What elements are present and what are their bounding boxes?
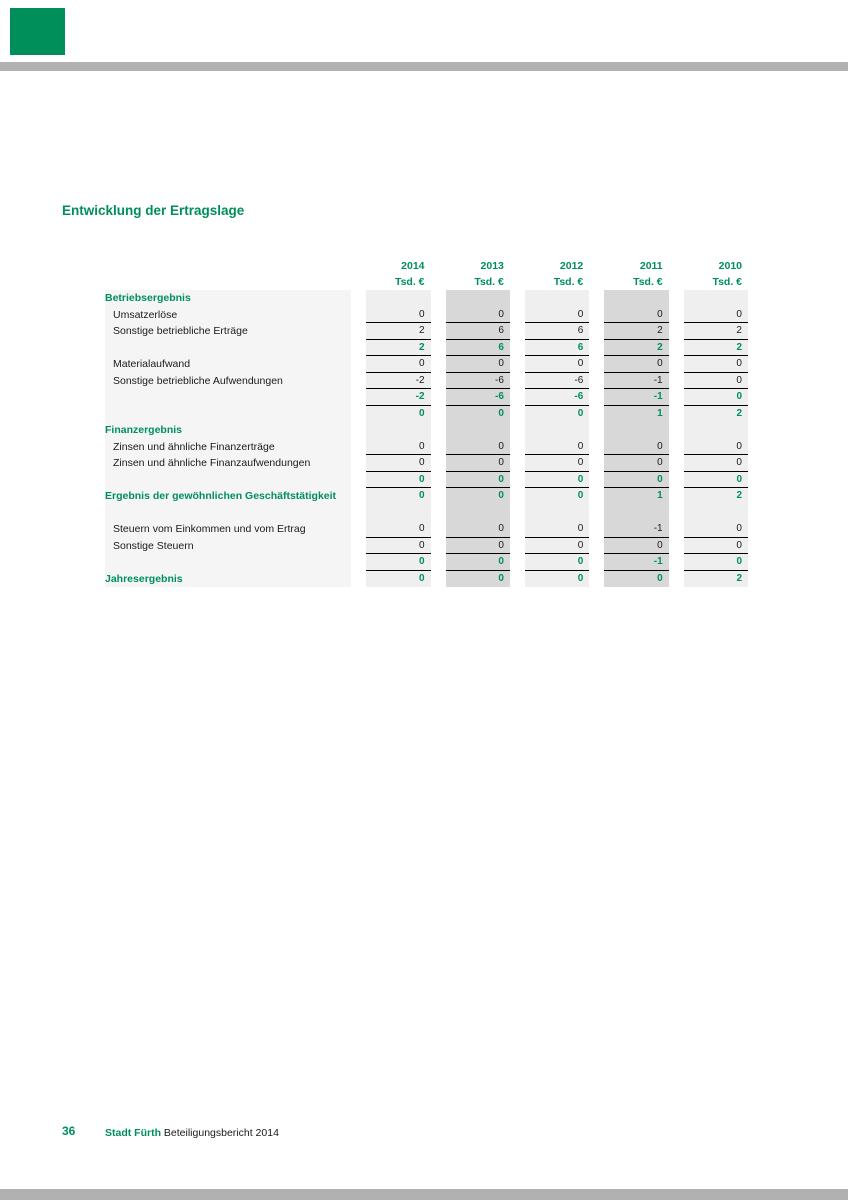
table-row-result — [105, 488, 748, 505]
row-label: Zinsen und ähnliche Finanzerträge — [105, 439, 351, 456]
value-cell: 0 — [684, 307, 748, 324]
table-row-section — [105, 290, 748, 307]
top-divider-band — [0, 62, 848, 71]
value-cell: 2 — [684, 323, 748, 340]
value-cell: 0 — [366, 307, 430, 324]
value-cell: 2 — [684, 571, 748, 588]
value-cell: -1 — [604, 554, 668, 571]
value-cell: 0 — [525, 554, 589, 571]
unit-column-header: Tsd. € — [394, 276, 425, 288]
value-cell — [525, 505, 589, 522]
value-cell: 0 — [525, 521, 589, 538]
value-cell: 0 — [446, 356, 510, 373]
table-row-spacer — [105, 505, 748, 522]
value-cell: -1 — [604, 389, 668, 406]
value-cell: 0 — [525, 571, 589, 588]
value-cell: -6 — [525, 373, 589, 390]
value-cell: 2 — [604, 340, 668, 357]
value-cell: 0 — [684, 554, 748, 571]
value-cell: 0 — [604, 455, 668, 472]
value-cell: -2 — [366, 389, 430, 406]
table-row-section — [105, 422, 748, 439]
value-cell: 0 — [684, 538, 748, 555]
unit-column-header: Tsd. € — [553, 276, 584, 288]
value-cell — [604, 290, 668, 307]
value-cell: 2 — [684, 488, 748, 505]
value-cell: 0 — [525, 455, 589, 472]
value-cell: 0 — [366, 455, 430, 472]
value-cell: 0 — [684, 455, 748, 472]
value-cell: 0 — [525, 488, 589, 505]
value-cell — [525, 290, 589, 307]
page-number: 36 — [62, 1124, 76, 1138]
table-row-item — [105, 307, 748, 324]
row-label — [105, 472, 351, 489]
value-cell: 2 — [604, 323, 668, 340]
year-column-header: 2013 — [480, 260, 504, 272]
table-body — [105, 290, 748, 587]
row-label: Sonstige betriebliche Erträge — [105, 323, 351, 340]
table-row-subtotal — [105, 554, 748, 571]
value-cell — [446, 290, 510, 307]
value-cell: -6 — [446, 373, 510, 390]
value-cell: 0 — [366, 521, 430, 538]
table-row-subtotal — [105, 472, 748, 489]
table-row-item — [105, 455, 748, 472]
value-cell — [366, 422, 430, 439]
table-row-item — [105, 373, 748, 390]
row-label: Steuern vom Einkommen und vom Ertrag — [105, 521, 351, 538]
year-column-header: 2014 — [401, 260, 425, 272]
value-cell: 0 — [446, 521, 510, 538]
value-cell: 0 — [446, 554, 510, 571]
value-cell: 0 — [446, 571, 510, 588]
table-row-result — [105, 571, 748, 588]
value-cell: 6 — [446, 340, 510, 357]
row-label — [105, 505, 351, 522]
value-cell: -1 — [604, 373, 668, 390]
value-cell: 0 — [446, 488, 510, 505]
value-cell: 0 — [525, 307, 589, 324]
row-label — [105, 406, 351, 423]
row-label — [105, 554, 351, 571]
value-cell: 0 — [366, 554, 430, 571]
row-label: Jahresergebnis — [105, 571, 351, 588]
value-cell: 0 — [366, 488, 430, 505]
row-label: Zinsen und ähnliche Finanzaufwendungen — [105, 455, 351, 472]
value-cell — [684, 290, 748, 307]
table-row-item — [105, 323, 748, 340]
value-cell: 0 — [684, 373, 748, 390]
value-cell: 0 — [604, 307, 668, 324]
value-cell — [604, 505, 668, 522]
row-label: Sonstige Steuern — [105, 538, 351, 555]
value-cell: 0 — [525, 538, 589, 555]
table-row-item — [105, 356, 748, 373]
value-cell — [446, 505, 510, 522]
value-cell: 2 — [366, 323, 430, 340]
value-cell: 0 — [366, 356, 430, 373]
table-row-subtotal — [105, 389, 748, 406]
table-row-item — [105, 521, 748, 538]
value-cell: 0 — [604, 472, 668, 489]
value-cell: 2 — [366, 340, 430, 357]
value-cell: 0 — [684, 356, 748, 373]
value-cell: 0 — [446, 307, 510, 324]
row-label: Ergebnis der gewöhnlichen Geschäftstätigkeit — [105, 488, 351, 505]
value-cell — [366, 290, 430, 307]
table-row-item — [105, 538, 748, 555]
value-cell: 0 — [366, 406, 430, 423]
value-cell: 0 — [604, 571, 668, 588]
value-cell: 0 — [525, 439, 589, 456]
footer-brand: Stadt Fürth — [105, 1127, 161, 1139]
table-row-item — [105, 439, 748, 456]
row-label: Umsatzerlöse — [105, 307, 351, 324]
value-cell: 1 — [604, 488, 668, 505]
row-label — [105, 389, 351, 406]
value-cell: 0 — [525, 406, 589, 423]
value-cell: 0 — [446, 538, 510, 555]
value-cell: 0 — [446, 455, 510, 472]
value-cell: 6 — [446, 323, 510, 340]
value-cell: 0 — [446, 439, 510, 456]
value-cell: 0 — [604, 538, 668, 555]
value-cell: 0 — [684, 521, 748, 538]
table-year-header-row — [105, 258, 748, 274]
value-cell: 0 — [604, 356, 668, 373]
table-row-subtotal — [105, 340, 748, 357]
value-cell: -2 — [366, 373, 430, 390]
year-column-header: 2010 — [718, 260, 743, 272]
value-cell: 0 — [366, 472, 430, 489]
page-title: Entwicklung der Ertragslage — [62, 203, 245, 218]
table-row-subtotal — [105, 406, 748, 423]
value-cell: 2 — [684, 340, 748, 357]
value-cell: 0 — [684, 439, 748, 456]
value-cell: 0 — [446, 406, 510, 423]
value-cell: 0 — [684, 472, 748, 489]
value-cell — [525, 422, 589, 439]
value-cell: 0 — [525, 472, 589, 489]
brand-corner-mark — [10, 8, 65, 55]
year-column-header: 2012 — [559, 260, 584, 272]
value-cell: 1 — [604, 406, 668, 423]
value-cell: -1 — [604, 521, 668, 538]
value-cell — [684, 422, 748, 439]
value-cell: 0 — [525, 356, 589, 373]
value-cell — [366, 505, 430, 522]
row-label: Finanzergebnis — [105, 422, 351, 439]
year-header-spacer — [105, 258, 351, 274]
footer-report-name: Beteiligungsbericht 2014 — [163, 1127, 279, 1139]
value-cell: 2 — [684, 406, 748, 423]
row-label — [105, 340, 351, 357]
value-cell: 0 — [366, 439, 430, 456]
value-cell: 0 — [684, 389, 748, 406]
table-unit-header-row — [105, 274, 748, 290]
row-label: Sonstige betriebliche Aufwendungen — [105, 373, 351, 390]
value-cell: 6 — [525, 323, 589, 340]
bottom-divider-band — [0, 1189, 848, 1200]
value-cell: 0 — [604, 439, 668, 456]
value-cell: -6 — [525, 389, 589, 406]
year-column-header: 2011 — [639, 260, 663, 272]
value-cell — [446, 422, 510, 439]
value-cell: 0 — [366, 538, 430, 555]
page-footer — [105, 1127, 279, 1139]
value-cell: 6 — [525, 340, 589, 357]
unit-column-header: Tsd. € — [474, 276, 504, 288]
earnings-development-table — [105, 258, 748, 587]
value-cell: 0 — [366, 571, 430, 588]
unit-header-spacer — [105, 274, 351, 290]
value-cell — [684, 505, 748, 522]
row-label: Betriebsergebnis — [105, 290, 351, 307]
value-cell — [604, 422, 668, 439]
unit-column-header: Tsd. € — [633, 276, 663, 288]
row-label: Materialaufwand — [105, 356, 351, 373]
value-cell: -6 — [446, 389, 510, 406]
unit-column-header: Tsd. € — [712, 276, 743, 288]
value-cell: 0 — [446, 472, 510, 489]
